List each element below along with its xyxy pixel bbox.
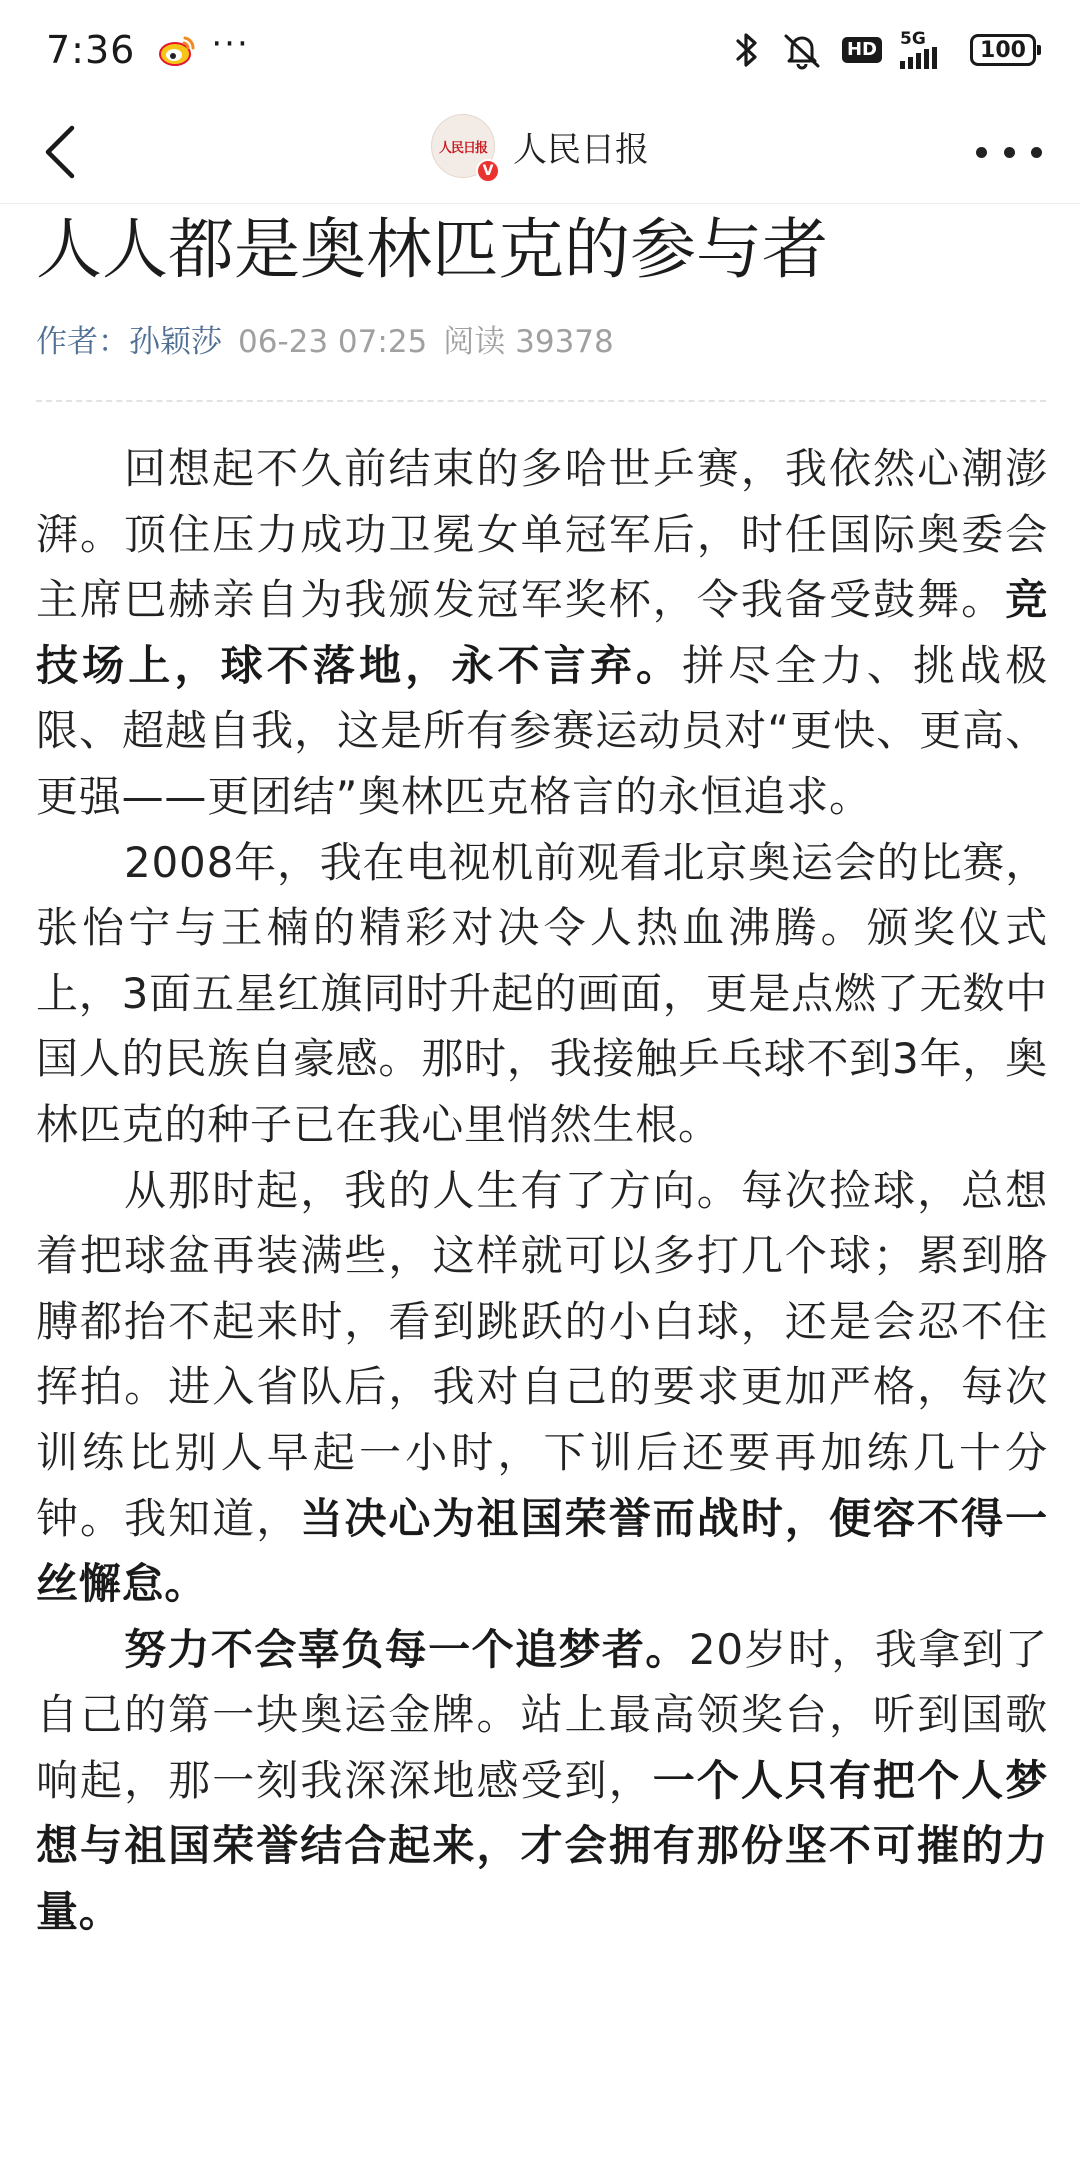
read-count: 39378: [515, 324, 614, 360]
hd-icon: HD: [842, 37, 882, 63]
account-header[interactable]: [0, 114, 1080, 178]
more-dots-icon: [1004, 147, 1015, 158]
bold-text-run: 一个人只有把个人梦想与祖国荣誉结合起来，才会拥有那份坚不可摧的力量。: [36, 1755, 1049, 1937]
article-paragraph: [36, 830, 1048, 1158]
text-run: 2008年，我在电视机前观看北京奥运会的比赛，张怡宁与王楠的精彩对决令人热血沸腾。颁奖仪式上，3面五星红旗同时升起的画面，更是点燃了无数中国人的民族自豪感。那时，我接触乒乓球不到3年，奥林匹克的种子已在我心里悄然生根。: [36, 837, 1048, 1149]
article-paragraph: [36, 1158, 1048, 1617]
signal-icon: [900, 31, 952, 69]
status-bar: [0, 0, 1080, 100]
text-run: 从那时起，我的人生有了方向。每次捡球，总想着把球盆再装满些，这样就可以多打几个球；累到胳膊都抬不起来时，看到跳跃的小白球，还是会忍不住挥拍。进入省队后，我对自己的要求更加严格，每次训练比别人早起一小时，下训后还要再加练几十分钟。我知道，: [36, 1165, 1048, 1543]
mute-icon: [780, 30, 824, 70]
more-options-button[interactable]: [976, 128, 1042, 176]
bold-text-run: 当决心为祖国荣誉而战时，便容不得一丝懈怠。: [36, 1493, 1048, 1609]
publish-date: 06-23 07:25: [238, 324, 428, 360]
weibo-icon: [157, 30, 197, 70]
avatar-logo: 人民日报: [438, 140, 487, 156]
author-label: 作者：: [36, 324, 129, 360]
read-label: 阅读: [443, 324, 506, 360]
verified-badge: V: [476, 159, 500, 183]
account-name[interactable]: 人民日报: [513, 129, 649, 170]
status-icons: [732, 30, 1036, 70]
text-run: 20岁时，我拿到了自己的第一块奥运金牌。站上最高领奖台，听到国歌响起，那一刻我深深地感受到，: [36, 1624, 1048, 1805]
text-run: 拼尽全力、挑战极限、超越自我，这是所有参赛运动员对“更快、更高、更强——更团结”奥林匹克格言的永恒追求。: [36, 640, 1049, 821]
bluetooth-icon: [732, 30, 762, 70]
status-time: 7:36: [46, 28, 136, 72]
bold-text-run: 竞技场上，球不落地，永不言弃。: [36, 575, 1048, 690]
author-name[interactable]: 孙颖莎: [129, 324, 222, 360]
text-run: 回想起不久前结束的多哈世乒赛，我依然心潮澎湃。顶住压力成功卫冕女单冠军后，时任国际奥委会主席巴赫亲自为我颁发冠军奖杯，令我备受鼓舞。: [36, 444, 1048, 625]
divider: [36, 400, 1046, 402]
article-paragraph: [36, 436, 1048, 830]
article-paragraph: [36, 1617, 1048, 1945]
article-title: 人人都是奥林匹克的参与者: [36, 211, 828, 288]
article-body: [36, 436, 1048, 1945]
bold-text-run: 努力不会辜负每一个追梦者。: [124, 1624, 689, 1674]
nav-bar: [0, 100, 1080, 204]
battery-icon: [970, 34, 1036, 66]
network-type: 5G: [900, 29, 926, 49]
more-notifications-icon: ···: [211, 24, 250, 64]
signal-bars-icon: [900, 47, 952, 69]
avatar[interactable]: [431, 114, 495, 178]
article-meta: [36, 316, 614, 361]
more-dots-icon: [1031, 147, 1042, 158]
more-dots-icon: [976, 147, 987, 158]
battery-level: 100: [980, 37, 1026, 63]
